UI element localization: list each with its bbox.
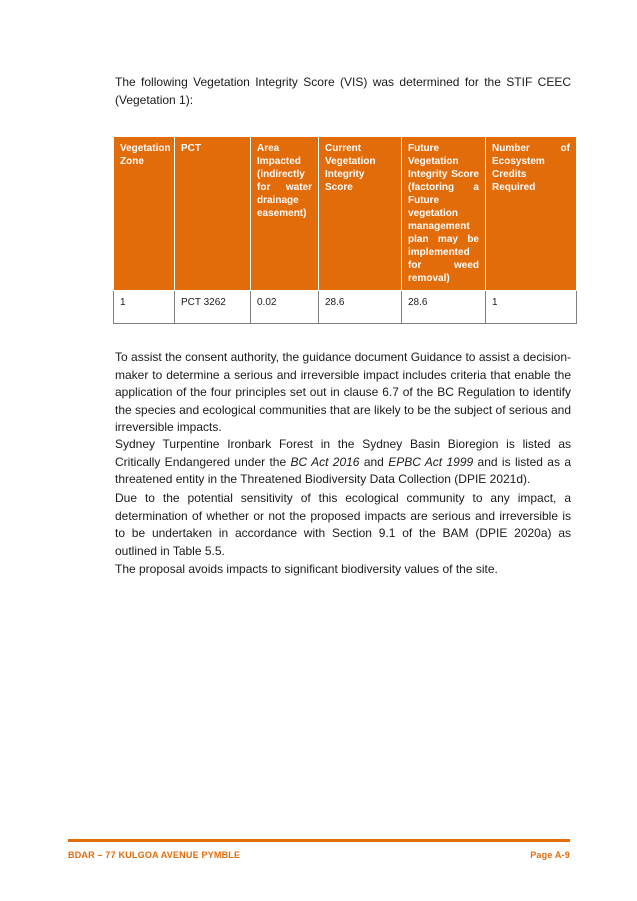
header-area-impacted: Area Impacted (indirectly for water drainage easement) <box>251 137 319 291</box>
header-future-vis: Future Vegetation Integrity Score (factoring a Future vegetation management plan may be implemented for weed removal) <box>402 137 486 291</box>
paragraph-stif-listing <box>115 436 571 489</box>
cell-area-impacted: 0.02 <box>251 291 319 324</box>
bc-act-reference: BC Act 2016 <box>290 454 360 469</box>
table-header-row <box>114 137 577 291</box>
vis-table <box>113 136 577 324</box>
p2-text-1: Sydney Turpentine Ironbark Forest in the Sydney Basin Bioregion is listed as Critically Endangered under the <box>115 437 571 469</box>
epbc-act-reference: EPBC Act 1999 <box>388 454 474 469</box>
paragraph-consent-authority: To assist the consent authority, the guidance document Guidance to assist a decision-maker to determine a serious and irreversible impact includes criteria that enable the application of the four principles set out in clause 6.7 of the BC Regulation to identify the species and ecological communities that are likely to be the subject of serious and irreversible impacts. <box>115 350 571 434</box>
cell-vegetation-zone: 1 <box>114 291 175 324</box>
cell-ecosystem-credits: 1 <box>486 291 577 324</box>
header-pct: PCT <box>175 137 251 291</box>
cell-future-vis: 28.6 <box>402 291 486 324</box>
paragraph-sensitivity: Due to the potential sensitivity of this ecological community to any impact, a determination of whether or not the proposed impacts are serious and irreversible is to be undertaken in accordance with Section 9.1 of the BAM (DPIE 2020a) as outlined in Table 5.5. <box>115 491 571 558</box>
p2-text-2: and <box>359 454 389 469</box>
header-vegetation-zone: Vegetation Zone <box>114 137 175 291</box>
footer-document-title: BDAR – 77 KULGOA AVENUE PYMBLE <box>68 850 241 860</box>
cell-current-vis: 28.6 <box>319 291 402 324</box>
table-row <box>114 291 577 324</box>
intro-paragraph: The following Vegetation Integrity Score (VIS) was determined for the STIF CEEC (Vegetation 1): <box>115 75 571 107</box>
header-ecosystem-credits: Number of Ecosystem Credits Required <box>486 137 577 291</box>
p2-text-3: and is listed as a threatened entity in the Threatened Biodiversity Data Collection (DPIE 2021d). <box>115 454 572 486</box>
header-current-vis: Current Vegetation Integrity Score <box>319 137 402 291</box>
paragraph-avoids-impacts: The proposal avoids impacts to significant biodiversity values of the site. <box>115 562 498 576</box>
footer-divider <box>68 839 570 842</box>
footer-page-number: Page A-9 <box>530 850 570 860</box>
cell-pct: PCT 3262 <box>175 291 251 324</box>
